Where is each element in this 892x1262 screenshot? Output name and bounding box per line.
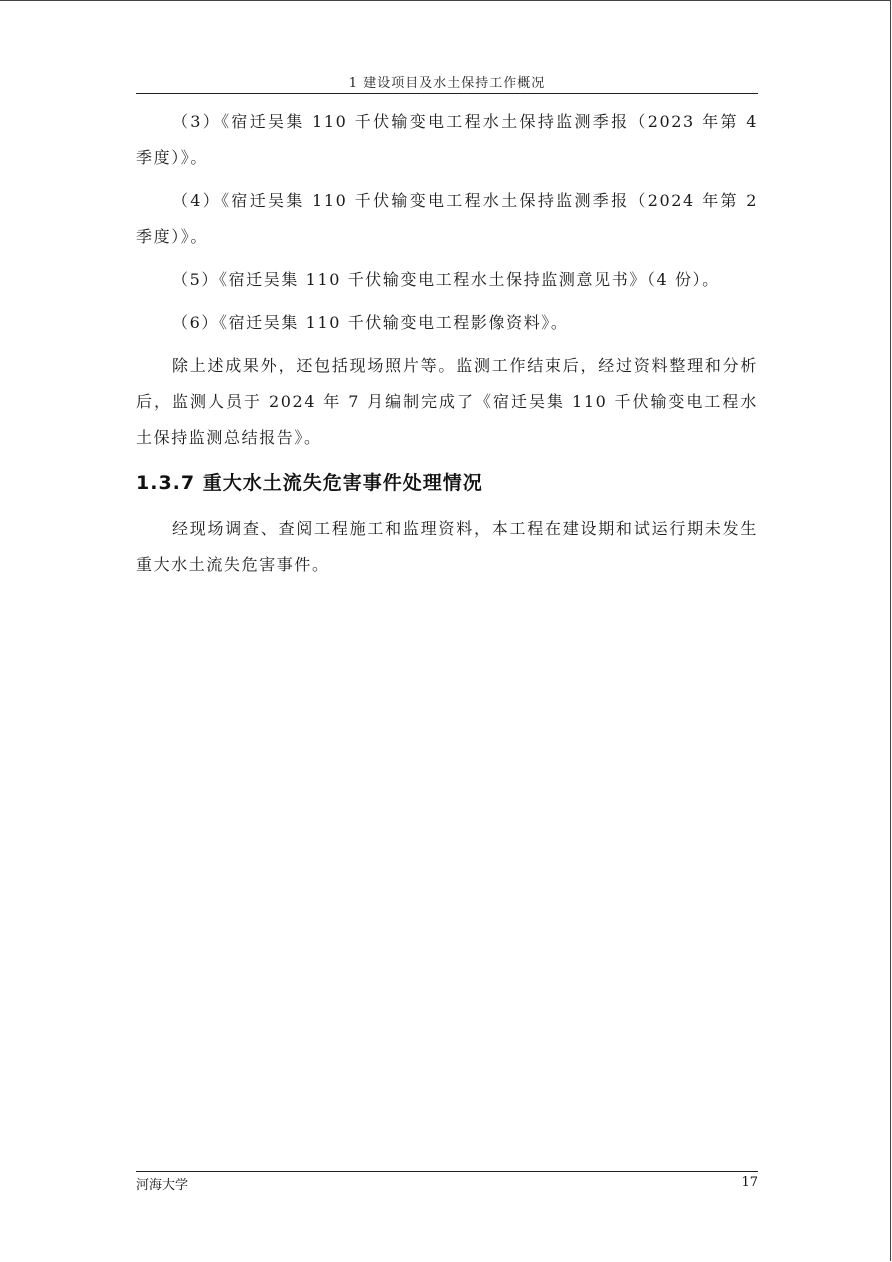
- body-text: [136, 104, 758, 590]
- list-item: （5）《宿迁吴集 110 千伏输变电工程水土保持监测意见书》（4 份）。: [172, 270, 720, 289]
- header-rule: [136, 93, 758, 94]
- summary-paragraph: 除上述成果外，还包括现场照片等。监测工作结束后，经过资料整理和分析后，监测人员于 2024 年 7 月编制完成了《宿迁吴集 110 千伏输变电工程水土保持监测总结报告》。: [136, 356, 758, 447]
- running-header: 1 建设项目及水土保持工作概况: [348, 76, 546, 91]
- list-item: （4）《宿迁吴集 110 千伏输变电工程水土保持监测季报（2024 年第 2 季度）》。: [136, 191, 758, 246]
- section-heading: 1.3.7 重大水土流失危害事件处理情况: [136, 472, 483, 494]
- section-paragraph: 经现场调查、查阅工程施工和监理资料，本工程在建设期和试运行期未发生重大水土流失危害事件。: [136, 519, 758, 574]
- page-number: 17: [741, 1175, 758, 1190]
- footer-institution: 河海大学: [136, 1178, 189, 1193]
- list-item: （6）《宿迁吴集 110 千伏输变电工程影像资料》。: [172, 313, 569, 332]
- footer-rule: [136, 1171, 758, 1172]
- list-item: （3）《宿迁吴集 110 千伏输变电工程水土保持监测季报（2023 年第 4 季度）》。: [136, 112, 758, 167]
